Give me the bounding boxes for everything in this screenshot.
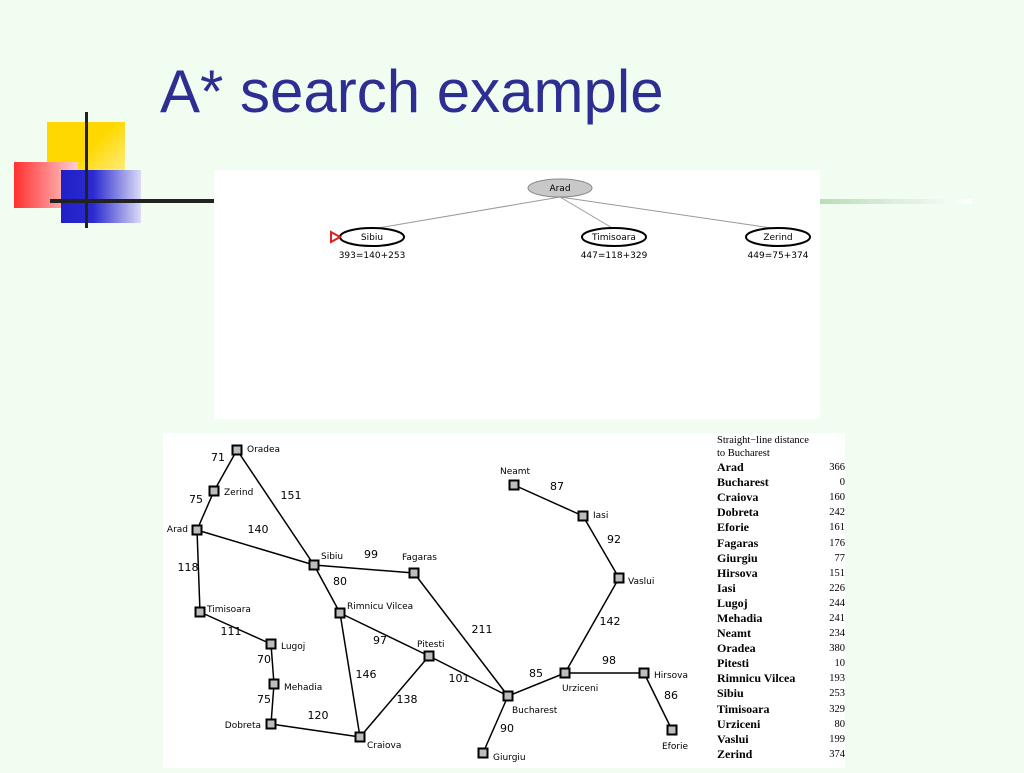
table-city-name: Rimnicu Vilcea <box>717 671 796 686</box>
search-tree-panel <box>214 170 820 419</box>
table-city-name: Timisoara <box>717 701 770 716</box>
table-city-value: 226 <box>829 582 845 594</box>
tree-edge-arad-sibiu <box>372 197 560 229</box>
table-row <box>717 475 845 490</box>
table-city-name: Bucharest <box>717 475 769 490</box>
table-city-value: 193 <box>829 673 845 685</box>
table-city-value: 176 <box>829 537 845 549</box>
tree-node-zerind-label: Zerind <box>763 233 793 243</box>
deco-horizontal-line <box>50 199 220 203</box>
city-label: Eforie <box>662 742 689 752</box>
city-node-icon <box>579 512 588 521</box>
city-label: Oradea <box>247 445 281 455</box>
table-city-value: 329 <box>829 703 845 715</box>
table-heading-line1: Straight−line distance <box>717 435 809 446</box>
road-lugoj-mehadia <box>271 644 274 684</box>
table-city-name: Craiova <box>717 490 759 505</box>
table-city-value: 80 <box>834 718 845 730</box>
city-zerind[interactable] <box>210 487 254 499</box>
table-city-value: 244 <box>829 597 845 609</box>
table-row <box>717 581 845 596</box>
road-sibiu-fagaras <box>314 565 414 573</box>
road-distance-label: 87 <box>550 480 564 493</box>
road-iasi-neamt <box>514 485 583 516</box>
table-city-value: 241 <box>829 612 845 624</box>
city-oradea[interactable] <box>233 445 281 455</box>
table-city-name: Pitesti <box>717 656 749 671</box>
city-node-icon <box>196 608 205 617</box>
table-row <box>717 535 845 550</box>
table-row <box>717 717 845 732</box>
table-city-name: Giurgiu <box>717 550 758 565</box>
tree-node-root-label: Arad <box>549 184 571 194</box>
road-distance-label: 90 <box>500 722 514 735</box>
table-row <box>717 641 845 656</box>
table-row <box>717 596 845 611</box>
city-arad[interactable] <box>167 525 202 535</box>
city-node-icon <box>504 692 513 701</box>
table-city-value: 161 <box>829 522 845 534</box>
romania-map-panel <box>163 433 845 768</box>
city-label: Fagaras <box>402 553 437 563</box>
city-label: Mehadia <box>284 683 323 693</box>
deco-vertical-line <box>85 112 88 228</box>
table-city-value: 380 <box>829 643 845 655</box>
city-node-icon <box>561 669 570 678</box>
table-city-name: Oradea <box>717 641 756 656</box>
city-label: Pitesti <box>417 640 445 650</box>
city-bucharest[interactable] <box>504 692 558 717</box>
road-distance-label: 85 <box>529 667 543 680</box>
table-city-value: 0 <box>839 477 845 489</box>
tree-node-root <box>528 179 592 197</box>
table-row <box>717 702 845 717</box>
table-city-name: Lugoj <box>717 595 748 610</box>
table-row <box>717 460 845 475</box>
city-timisoara[interactable] <box>196 605 251 617</box>
table-row <box>717 551 845 566</box>
road-distance-label: 120 <box>307 709 329 722</box>
table-row <box>717 626 845 641</box>
table-row <box>717 747 845 762</box>
table-row <box>717 566 845 581</box>
table-city-name: Vaslui <box>717 731 749 746</box>
tree-edge-arad-timisoara <box>560 197 614 229</box>
city-node-icon <box>640 669 649 678</box>
city-label: Lugoj <box>281 642 306 652</box>
road-oradea-sibiu <box>237 450 314 565</box>
city-label: Hirsova <box>654 671 689 681</box>
city-lugoj[interactable] <box>267 640 306 653</box>
city-label: Arad <box>166 525 188 535</box>
slide-title: A* search example <box>160 58 664 125</box>
table-row <box>717 686 845 701</box>
table-city-value: 10 <box>834 658 845 670</box>
search-tree-diagram <box>214 170 820 419</box>
deco-title-rule <box>820 199 972 204</box>
table-city-value: 234 <box>829 628 845 640</box>
city-label: Bucharest <box>512 706 558 716</box>
city-craiova[interactable] <box>356 733 402 752</box>
table-city-value: 366 <box>829 462 845 474</box>
city-rimnicu[interactable] <box>336 602 414 618</box>
road-distance-label: 111 <box>220 625 242 638</box>
table-city-value: 160 <box>829 492 845 504</box>
table-city-name: Fagaras <box>717 535 759 550</box>
road-distance-label: 75 <box>257 693 271 706</box>
city-node-icon <box>270 680 279 689</box>
table-city-value: 253 <box>829 688 845 700</box>
table-city-name: Iasi <box>717 580 736 595</box>
table-city-name: Hirsova <box>717 565 758 580</box>
city-label: Rimnicu Vilcea <box>347 602 414 612</box>
road-distance-label: 138 <box>396 693 418 706</box>
table-row <box>717 520 845 535</box>
tree-node-timisoara-label: Timisoara <box>592 233 636 243</box>
city-node-icon <box>410 569 419 578</box>
city-iasi[interactable] <box>579 511 609 521</box>
city-label: Timisoara <box>207 605 251 615</box>
road-distance-label: 151 <box>280 489 302 502</box>
city-node-icon <box>668 726 677 735</box>
table-row <box>717 656 845 671</box>
table-city-value: 374 <box>829 748 845 760</box>
road-distance-label: 75 <box>189 493 203 506</box>
city-label: Urziceni <box>562 684 599 694</box>
table-city-name: Arad <box>717 460 744 475</box>
road-distance-label: 211 <box>471 623 493 636</box>
road-distance-label: 140 <box>247 523 269 536</box>
city-label: Vaslui <box>628 577 655 587</box>
city-fagaras[interactable] <box>402 553 437 578</box>
table-city-name: Eforie <box>717 520 749 535</box>
road-sibiu-rimnicu <box>314 565 340 613</box>
city-label: Giurgiu <box>493 753 526 763</box>
table-row <box>717 732 845 747</box>
deco-blue-square <box>61 170 141 223</box>
city-pitesti[interactable] <box>417 640 445 661</box>
city-vaslui[interactable] <box>615 574 655 588</box>
table-city-value: 151 <box>829 567 845 579</box>
road-distance-label: 142 <box>599 615 621 628</box>
roads-layer <box>197 450 672 753</box>
table-city-value: 242 <box>829 507 845 519</box>
city-node-icon <box>210 487 219 496</box>
tree-node-sibiu-fvalue: 393=140+253 <box>338 251 406 261</box>
tree-node-timisoara-fvalue: 447=118+329 <box>580 251 648 261</box>
city-mehadia[interactable] <box>270 680 323 694</box>
city-node-icon <box>425 652 434 661</box>
city-label: Craiova <box>367 741 402 751</box>
table-row <box>717 671 845 686</box>
city-eforie[interactable] <box>662 726 689 753</box>
table-city-name: Neamt <box>717 626 751 641</box>
tree-edge-arad-zerind <box>560 197 778 229</box>
romania-map <box>163 433 713 768</box>
table-row <box>717 505 845 520</box>
table-row <box>717 490 845 505</box>
table-city-name: Zerind <box>717 746 753 761</box>
city-dobreta[interactable] <box>225 720 276 732</box>
city-neamt[interactable] <box>500 467 531 490</box>
road-distance-label: 71 <box>211 451 225 464</box>
table-city-name: Sibiu <box>717 686 744 701</box>
city-label: Zerind <box>224 488 254 498</box>
city-node-icon <box>267 720 276 729</box>
road-dobreta-craiova <box>271 724 360 737</box>
road-distance-label: 98 <box>602 654 616 667</box>
city-node-icon <box>615 574 624 583</box>
city-label: Iasi <box>593 511 609 521</box>
table-city-name: Dobreta <box>717 505 759 520</box>
tree-node-timisoara[interactable] <box>581 228 648 261</box>
road-distance-label: 99 <box>364 548 378 561</box>
road-vaslui-iasi <box>583 516 619 578</box>
table-heading-line2: to Bucharest <box>717 447 770 459</box>
cities-layer <box>167 445 689 763</box>
road-distance-label: 146 <box>355 668 377 681</box>
city-node-icon <box>310 561 319 570</box>
road-distance-label: 97 <box>373 634 387 647</box>
table-city-value: 77 <box>834 552 845 564</box>
city-node-icon <box>356 733 365 742</box>
city-node-icon <box>479 749 488 758</box>
city-label: Neamt <box>500 467 531 477</box>
city-node-icon <box>267 640 276 649</box>
straight-line-distance-table <box>717 435 845 762</box>
table-city-name: Urziceni <box>717 716 761 731</box>
table-city-name: Mehadia <box>717 610 763 625</box>
city-node-icon <box>510 481 519 490</box>
road-distance-label: 101 <box>448 672 470 685</box>
city-node-icon <box>233 446 242 455</box>
city-giurgiu[interactable] <box>479 749 526 764</box>
road-distance-label: 118 <box>177 561 199 574</box>
road-distance-label: 92 <box>607 533 621 546</box>
road-distance-label: 80 <box>333 575 347 588</box>
table-rows <box>717 460 845 762</box>
city-label: Sibiu <box>321 552 344 562</box>
city-node-icon <box>193 526 202 535</box>
city-node-icon <box>336 609 345 618</box>
tree-node-zerind-fvalue: 449=75+374 <box>747 251 809 261</box>
table-city-value: 199 <box>829 733 845 745</box>
road-distance-label: 86 <box>664 689 678 702</box>
selected-arrow-icon <box>331 232 340 242</box>
tree-node-sibiu-label: Sibiu <box>360 233 384 243</box>
table-row <box>717 611 845 626</box>
city-label: Dobreta <box>224 721 261 731</box>
road-distance-label: 70 <box>257 653 271 666</box>
tree-node-sibiu[interactable] <box>339 228 406 261</box>
road-mehadia-dobreta <box>271 684 274 724</box>
tree-node-zerind[interactable] <box>746 228 810 261</box>
